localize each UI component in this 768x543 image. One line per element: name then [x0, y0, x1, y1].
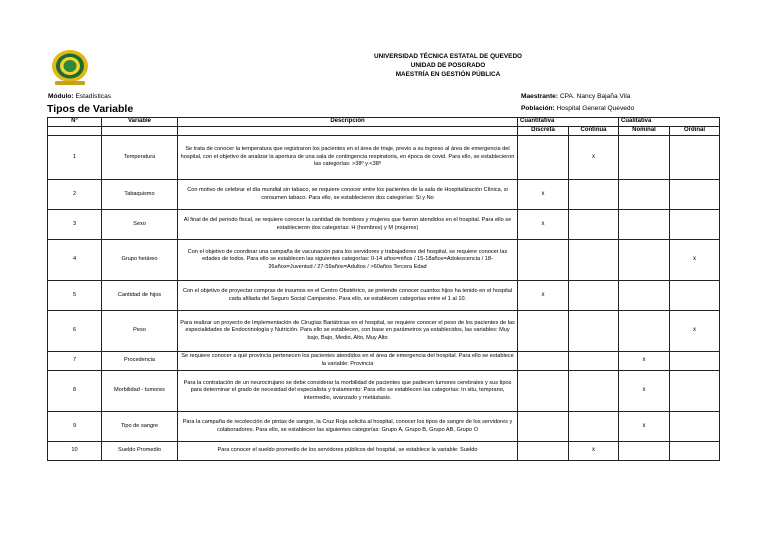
header-unit: UNIDAD DE POSGRADO [410, 62, 486, 69]
maestrante-value: CPA. Nancy Bajaña Vila [559, 93, 631, 100]
table-row [48, 442, 720, 461]
cell-discreta [518, 352, 569, 371]
table-row [48, 240, 720, 281]
cell-ordinal [670, 352, 720, 371]
cell-nominal [619, 281, 670, 311]
cell-nominal: x [619, 371, 670, 412]
maestrante-line [521, 93, 630, 100]
cell-ordinal [670, 281, 720, 311]
col-nominal: Nominal [619, 127, 670, 136]
cell-ordinal [670, 371, 720, 412]
col-num-blank [48, 127, 102, 136]
row-number: 3 [48, 210, 102, 240]
modulo-value: Estadísticas [75, 93, 112, 100]
col-descripcion: Descripción [178, 118, 518, 127]
row-variable: Sexo [102, 210, 178, 240]
cell-nominal: x [619, 412, 670, 442]
col-cuantitativa: Cuantitativa [518, 118, 619, 127]
row-description: Se trata de conocer la temperatura que registraron los pacientes en el área de triaje, previo a su ingreso al área de emergencia del hospital, con el objetivo de analizar la apertura de una sala de contingencia respiratoria, en época de covid. Para ello, se establecieron las categorías: >38º y <38º [178, 136, 518, 180]
cell-discreta [518, 442, 569, 461]
cell-nominal [619, 180, 670, 210]
cell-ordinal [670, 412, 720, 442]
table-row [48, 136, 720, 180]
university-seal-logo [47, 48, 93, 88]
col-discreta: Discreta [518, 127, 569, 136]
modulo-line [48, 93, 111, 100]
col-cualitativa: Cualitativa [619, 118, 720, 127]
row-number: 6 [48, 311, 102, 352]
poblacion-line [521, 105, 634, 112]
header-program: MAESTRÍA EN GESTIÓN PÚBLICA [395, 71, 501, 78]
col-descripcion-blank [178, 127, 518, 136]
table-row [48, 311, 720, 352]
cell-discreta: x [518, 281, 569, 311]
poblacion-value: Hospital General Quevedo [556, 105, 635, 112]
col-variable-blank [102, 127, 178, 136]
cell-continua [569, 412, 619, 442]
cell-continua [569, 240, 619, 281]
cell-continua [569, 311, 619, 352]
row-number: 5 [48, 281, 102, 311]
cell-ordinal: x [670, 311, 720, 352]
row-variable: Sueldo Promedio [102, 442, 178, 461]
cell-ordinal [670, 210, 720, 240]
row-variable: Procedencia [102, 352, 178, 371]
row-description: Con el objetivo de proyectar compras de insumos en el Centro Obstétrico, se pretende conocer cuantos hijos ha tenido en el hospital cada afiliada del Seguro Social Campesino. Para ello, se establecen categorías entre el 1 al 10. [178, 281, 518, 311]
cell-discreta [518, 371, 569, 412]
cell-nominal [619, 210, 670, 240]
row-variable: Peso [102, 311, 178, 352]
header-university: UNIVERSIDAD TÉCNICA ESTATAL DE QUEVEDO [373, 53, 523, 60]
cell-ordinal: x [670, 240, 720, 281]
row-description: Para conocer el sueldo promedio de los servidores públicos del hospital, se establece la variable: Sueldo [178, 442, 518, 461]
row-number: 9 [48, 412, 102, 442]
cell-ordinal [670, 442, 720, 461]
cell-ordinal [670, 180, 720, 210]
row-description: Con el objetivo de coordinar una campaña de vacunación para los servidores y trabajadores del hospital, se requiere conocer las edades de todos. Para ello se establecen las siguientes categorías: 0-14 años=niños / 15-18años=Adolescencia / 18-26años=Juventud / 27-59años=Adultos / >60años Tercera Edad [178, 240, 518, 281]
row-variable: Tabaquismo [102, 180, 178, 210]
row-description: Para realizar un proyecto de Implementación de Cirugías Bariátricas en el hospital, se requiere conocer el peso de los pacientes de las especialidades de Endocrinología y Nutrición. Para ello se establecen, con base en parámetros ya establecidos, las variables: Muy bajo, Bajo, Medio, Alto, Muy Alto [178, 311, 518, 352]
table-row [48, 412, 720, 442]
cell-nominal [619, 311, 670, 352]
row-description: Al final de del periodo fiscal, se requiere conocer la cantidad de hombres y mujeres que fueron atendidos en el hospital. Para ello se establecieron dos categorías: H (hombres) y M (mujeres) [178, 210, 518, 240]
cell-continua [569, 281, 619, 311]
cell-discreta [518, 311, 569, 352]
row-number: 4 [48, 240, 102, 281]
row-description: Para la contratación de un neurocirujano se debe considerar la morbilidad de pacientes que padecen tumores cerebrales y sus tipos para determinar el grado de necesidad del especialista y tratamiento: Para ello se establecen las categorías: In situ, temprano, intermedio, avanzado y metástasis. [178, 371, 518, 412]
col-variable: Variable [102, 118, 178, 127]
page-title: Tipos de Variable [47, 103, 134, 115]
table-row [48, 281, 720, 311]
cell-discreta: x [518, 180, 569, 210]
cell-ordinal [670, 136, 720, 180]
row-number: 8 [48, 371, 102, 412]
col-num: N° [48, 118, 102, 127]
cell-nominal [619, 442, 670, 461]
row-variable: Temperatura [102, 136, 178, 180]
cell-nominal: x [619, 352, 670, 371]
maestrante-label: Maestrante: [521, 93, 559, 100]
row-description: Se requiere conocer a qué provincia pertenecen los pacientes atendidos en el área de emergencia del hospital. Para ello se establece la variable: Provincia [178, 352, 518, 371]
row-variable: Cantidad de hijos [102, 281, 178, 311]
cell-continua: x [569, 136, 619, 180]
row-number: 1 [48, 136, 102, 180]
cell-continua: x [569, 442, 619, 461]
cell-discreta [518, 240, 569, 281]
table-row [48, 371, 720, 412]
row-variable: Grupo hetáreo [102, 240, 178, 281]
row-description: Para la campaña de recolección de pintas de sangre, la Cruz Roja solicita al hospital, conocer los tipos de sangre de los servidores y colaboradores. Para ello, se establecen las siguientes categorías: Grupo A, Grupo B, Grupo AB, Grupo O [178, 412, 518, 442]
cell-discreta [518, 412, 569, 442]
poblacion-label: Población: [521, 105, 555, 112]
row-description: Con motivo de celebrar el día mundial sin tabaco, se requiere conocer entre los pacientes de la sala de Hospitalización Clínica, si consumen tabaco. Para ello, se establecieron dos categorías: Si y No [178, 180, 518, 210]
cell-discreta [518, 136, 569, 180]
modulo-label: Módulo: [48, 93, 74, 100]
col-continua: Continua [569, 127, 619, 136]
cell-continua [569, 210, 619, 240]
cell-continua [569, 371, 619, 412]
row-variable: Tipo de sangre [102, 412, 178, 442]
table-row [48, 352, 720, 371]
cell-continua [569, 352, 619, 371]
row-variable: Morbilidad - tumores [102, 371, 178, 412]
cell-nominal [619, 136, 670, 180]
row-number: 10 [48, 442, 102, 461]
table-row [48, 180, 720, 210]
row-number: 7 [48, 352, 102, 371]
cell-nominal [619, 240, 670, 281]
table-row [48, 210, 720, 240]
row-number: 2 [48, 180, 102, 210]
cell-discreta: x [518, 210, 569, 240]
variables-table [47, 117, 720, 461]
university-header [300, 52, 596, 79]
cell-continua [569, 180, 619, 210]
col-ordinal: Ordinal [670, 127, 720, 136]
